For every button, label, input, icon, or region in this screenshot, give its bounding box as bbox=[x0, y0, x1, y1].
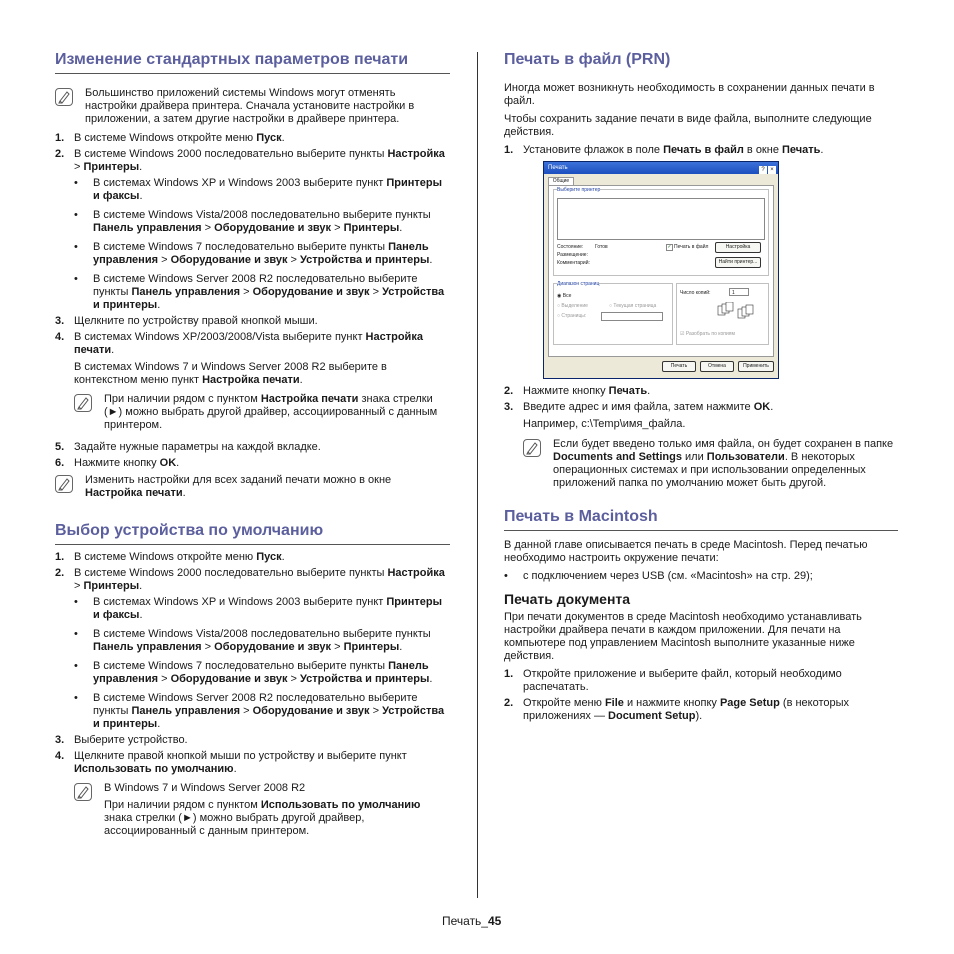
step bbox=[55, 734, 450, 747]
step bbox=[55, 132, 450, 145]
radio-selection[interactable]: ○ Выделение bbox=[557, 303, 588, 309]
note-text: знака стрелки (►) можно выбрать другой драйвер, ассоциированный с данным принтером. bbox=[104, 812, 365, 837]
note-bold: Настройка печати bbox=[260, 393, 359, 405]
bullet-text: > bbox=[158, 673, 171, 685]
step-bold: File bbox=[604, 697, 624, 709]
step bbox=[504, 668, 898, 694]
radio-all-label: Все bbox=[562, 293, 572, 299]
bullet-bold: Оборудование и звук bbox=[170, 254, 288, 266]
note-text: . В некоторых операционных системах и при использовании определенных приложений папка по умолчанию может быть другой. bbox=[553, 451, 866, 489]
left-column bbox=[55, 50, 450, 847]
bullet: • с подключением через USB (см. «Macintosh» на стр. 29); bbox=[504, 570, 898, 583]
apply-button[interactable]: Применить bbox=[738, 361, 774, 372]
bullet-text: > bbox=[240, 705, 253, 717]
step bbox=[55, 441, 450, 454]
bullet-text: > bbox=[158, 254, 171, 266]
close-icon[interactable]: × bbox=[768, 166, 776, 174]
step-text: Выберите устройство. bbox=[74, 734, 188, 746]
step-text: > bbox=[74, 161, 84, 173]
bullet-text: В системе Windows Vista/2008 последовательно выберите пункты bbox=[93, 209, 431, 221]
note bbox=[74, 393, 450, 432]
copies-label: Число копий: bbox=[680, 290, 711, 296]
step bbox=[504, 401, 898, 496]
step-number: 1. bbox=[504, 144, 514, 156]
step-text: (в некоторых приложениях — bbox=[523, 697, 850, 722]
dialog-titlebar bbox=[544, 162, 778, 174]
comment-label: Комментарий: bbox=[557, 260, 590, 266]
bullet-text: В системах Windows XP и Windows 2003 выберите пункт bbox=[93, 177, 387, 189]
step-bold: Настройка bbox=[387, 567, 445, 579]
step-text: . bbox=[820, 144, 824, 156]
step bbox=[55, 148, 450, 312]
step-text: Нажмите кнопку bbox=[74, 457, 160, 469]
note-text: При наличии рядом с пунктом bbox=[104, 393, 261, 405]
step-bold: Печать bbox=[782, 144, 821, 156]
radio-all[interactable]: ◉ Все bbox=[557, 293, 572, 299]
pages-input[interactable] bbox=[601, 312, 663, 321]
radio-current[interactable]: ○ Текущая страница bbox=[609, 303, 657, 309]
bullet: • В системе Windows Vista/2008 последовательно выберите пункты Панель управления > Оборудование и звук > Принтеры. bbox=[74, 628, 431, 653]
bullet-text: В системе Windows 7 последовательно выберите пункты bbox=[93, 241, 389, 253]
bullet-bold: Оборудование и звук bbox=[214, 222, 332, 234]
section-title-macintosh: Печать в Macintosh bbox=[504, 507, 898, 531]
step-number: 3. bbox=[55, 734, 65, 746]
step-number: 1. bbox=[55, 551, 65, 563]
bullet: • В системе Windows Vista/2008 последовательно выберите пункты Панель управления > Оборудование и звук > Принтеры. bbox=[74, 209, 431, 234]
state-value: Готов bbox=[595, 244, 608, 250]
right-column bbox=[504, 50, 898, 726]
bullet: • В системе Windows 7 последовательно выберите пункты Панель управления > Оборудование и звук > Устройства и принтеры. bbox=[74, 660, 433, 685]
print-to-file-checkbox[interactable]: ✓ bbox=[667, 244, 672, 250]
step-text: Задайте нужные параметры на каждой вкладке. bbox=[74, 441, 321, 453]
step bbox=[55, 551, 450, 564]
step-text: Откройте меню bbox=[523, 697, 605, 709]
bullet: • В системах Windows XP и Windows 2003 выберите пункт Принтеры и факсы. bbox=[74, 177, 443, 202]
dialog-panel bbox=[548, 185, 774, 357]
step bbox=[55, 331, 450, 438]
step-text: . bbox=[139, 580, 143, 592]
note-pencil-icon bbox=[74, 783, 92, 801]
step-text: . bbox=[281, 551, 285, 563]
copies-input[interactable]: 1 bbox=[729, 288, 749, 296]
step-bold: Настройка печати bbox=[202, 374, 300, 386]
step-text: . bbox=[770, 401, 774, 413]
note-bold: Пользователи bbox=[706, 451, 785, 463]
column-divider bbox=[477, 52, 478, 898]
note-bold: Настройка печати bbox=[85, 487, 183, 499]
step-bold: Использовать по умолчанию bbox=[74, 763, 234, 775]
bullet-text: В системе Windows 7 последовательно выберите пункты bbox=[93, 660, 389, 672]
bullet: • В системе Windows Server 2008 R2 последовательно выберите пункты Панель управления > Оборудование и звук > Устройства и принтеры. bbox=[74, 692, 445, 730]
bullet-text: . bbox=[399, 222, 403, 234]
step-number: 1. bbox=[504, 668, 514, 680]
bullet: • В системе Windows 7 последовательно выберите пункты Панель управления > Оборудование и звук > Устройства и принтеры. bbox=[74, 241, 433, 266]
step bbox=[504, 697, 898, 723]
note-pencil-icon bbox=[74, 394, 92, 412]
step bbox=[504, 385, 898, 398]
bullet-bold: Панель управления bbox=[93, 241, 429, 266]
step-bold: Печать в файл bbox=[663, 144, 744, 156]
bullet-text: > bbox=[287, 254, 301, 266]
step-number: 5. bbox=[55, 441, 65, 453]
bullet-text: . bbox=[157, 299, 161, 311]
find-printer-button[interactable]: Найти принтер... bbox=[715, 257, 761, 268]
step-text: . bbox=[233, 763, 237, 775]
help-icon[interactable]: ? bbox=[759, 166, 767, 174]
page-footer bbox=[442, 914, 501, 928]
step-bold: Пуск bbox=[256, 132, 282, 144]
cancel-button[interactable]: Отмена bbox=[700, 361, 734, 372]
bullet-text: > bbox=[240, 286, 253, 298]
step-text: . bbox=[111, 344, 115, 356]
step-text: Щелкните по устройству правой кнопкой мыши. bbox=[74, 315, 318, 327]
step-text: Нажмите кнопку bbox=[523, 385, 609, 397]
dialog-title: Печать bbox=[548, 165, 568, 171]
print-dialog bbox=[543, 161, 779, 379]
note-text: знака стрелки (►) можно выбрать другой драйвер, ассоциированный с данным принтером. bbox=[104, 393, 438, 431]
step-text: . bbox=[299, 374, 303, 386]
bullet-bold: Оборудование и звук bbox=[170, 673, 288, 685]
collate-pages-icon bbox=[716, 302, 764, 322]
note-text: При наличии рядом с пунктом bbox=[104, 799, 261, 811]
radio-pages-label: Страницы: bbox=[561, 313, 587, 319]
page-range-label: Диапазон страниц bbox=[557, 281, 600, 287]
step-text: В системе Windows откройте меню bbox=[74, 132, 257, 144]
bullet-bold: Панель управления bbox=[93, 222, 202, 234]
step-text: ). bbox=[695, 710, 703, 722]
page-number: 45 bbox=[487, 914, 502, 928]
bullet-text: . bbox=[139, 609, 143, 621]
radio-pages[interactable]: ○ Страницы: bbox=[557, 313, 587, 319]
bullet-bold: Устройства и принтеры bbox=[300, 673, 430, 685]
step-bold: Пуск bbox=[256, 551, 282, 563]
location-label: Размещение: bbox=[557, 252, 588, 258]
step-text: Установите флажок в поле bbox=[523, 144, 664, 156]
bullet-text: В системе Windows Server 2008 R2 последовательно выберите пункты bbox=[93, 273, 418, 298]
note-bold: Documents and Settings bbox=[553, 451, 682, 463]
step-text: . bbox=[647, 385, 651, 397]
bullet-text: . bbox=[157, 718, 161, 730]
step-text: и нажмите кнопку bbox=[623, 697, 720, 709]
printer-list[interactable] bbox=[557, 198, 765, 240]
bullet-bold: Принтеры и факсы bbox=[93, 177, 443, 202]
step-text: Например, c:\Temp\имя_файла. bbox=[523, 418, 686, 430]
step-bold: Принтеры bbox=[83, 161, 140, 173]
step-bold: Принтеры bbox=[83, 580, 140, 592]
note bbox=[74, 782, 450, 838]
bullet-text: > bbox=[369, 286, 383, 298]
note bbox=[55, 87, 450, 126]
step bbox=[55, 457, 450, 470]
bullet-text: . bbox=[139, 190, 143, 202]
bullet-bold: Панель управления bbox=[131, 286, 241, 298]
step-bold: Page Setup bbox=[719, 697, 780, 709]
step-text: . bbox=[176, 457, 180, 469]
note-bold: Использовать по умолчанию bbox=[260, 799, 421, 811]
bullet-bold: Панель управления bbox=[93, 660, 429, 685]
step-text: В системе Windows откройте меню bbox=[74, 551, 257, 563]
step-number: 4. bbox=[55, 750, 65, 762]
bullet-text: . bbox=[429, 673, 433, 685]
radio-selection-label: Выделение bbox=[561, 303, 588, 309]
bullet-bold: Устройства и принтеры bbox=[93, 705, 445, 730]
step-bold: Document Setup bbox=[608, 710, 696, 722]
bullet-text: > bbox=[201, 222, 215, 234]
note-text: Большинство приложений системы Windows могут отменять настройки драйвера принтера. Сначала установите настройки в приложении, а затем другие настройки в драйвере принтера. bbox=[85, 87, 415, 125]
bullet-text: > bbox=[331, 222, 344, 234]
collate-label: Разобрать по копиям bbox=[685, 331, 735, 337]
bullet-bold: Принтеры bbox=[343, 222, 400, 234]
step-text: . bbox=[281, 132, 285, 144]
tab-general[interactable]: Общие bbox=[548, 177, 574, 186]
note-text: . bbox=[182, 487, 186, 499]
print-to-file-label: Печать в файл bbox=[674, 244, 709, 250]
note bbox=[55, 474, 450, 500]
step-bold: Настройка печати bbox=[74, 331, 423, 356]
section-title-print-to-file: Печать в файл (PRN) bbox=[504, 51, 671, 68]
bullet-bold: Принтеры bbox=[343, 641, 400, 653]
step-number: 2. bbox=[55, 148, 65, 160]
section-title-default-print-settings: Изменение стандартных параметров печати bbox=[55, 50, 450, 74]
step-text: в окне bbox=[743, 144, 782, 156]
bullet-text: с подключением через USB (см. «Macintosh» на стр. 29); bbox=[523, 570, 813, 582]
step-text: > bbox=[74, 580, 84, 592]
select-printer-label: Выберите принтер bbox=[557, 187, 601, 193]
bullet-bold: Принтеры и факсы bbox=[93, 596, 443, 621]
bullet-bold: Оборудование и звук bbox=[214, 641, 332, 653]
note-pencil-icon bbox=[55, 88, 73, 106]
step bbox=[55, 567, 450, 731]
step bbox=[504, 144, 898, 157]
step-text: Щелкните правой кнопкой мыши по устройству и выберите пункт bbox=[74, 750, 407, 762]
step-number: 2. bbox=[55, 567, 65, 579]
note-pencil-icon bbox=[55, 475, 73, 493]
footer-label: Печать_ bbox=[442, 914, 488, 928]
bullet-text: В системе Windows Server 2008 R2 последовательно выберите пункты bbox=[93, 692, 418, 717]
step bbox=[55, 750, 450, 844]
state-label: Состояние: bbox=[557, 244, 584, 250]
note-pencil-icon bbox=[523, 439, 541, 457]
bullet-bold: Устройства и принтеры bbox=[300, 254, 430, 266]
bullet-text: . bbox=[429, 254, 433, 266]
radio-current-label: Текущая страница bbox=[613, 303, 657, 309]
subsection-title-print-document: Печать документа bbox=[504, 591, 631, 607]
paragraph: Иногда может возникнуть необходимость в сохранении данных печати в файл. bbox=[504, 82, 875, 107]
bullet-text: В системе Windows Vista/2008 последовательно выберите пункты bbox=[93, 628, 431, 640]
collate-checkbox[interactable]: ☑ Разобрать по копиям bbox=[680, 331, 735, 337]
step-number: 2. bbox=[504, 385, 514, 397]
bullet-text: > bbox=[369, 705, 383, 717]
step-text: Введите адрес и имя файла, затем нажмите bbox=[523, 401, 754, 413]
note-text: В Windows 7 и Windows Server 2008 R2 bbox=[104, 782, 306, 794]
step-bold: Печать bbox=[608, 385, 648, 397]
bullet-text: . bbox=[399, 641, 403, 653]
bullet-bold: Оборудование и звук bbox=[252, 705, 370, 717]
note bbox=[523, 438, 898, 490]
bullet-text: > bbox=[287, 673, 301, 685]
note-text: Если будет введено только имя файла, он будет сохранен в папке bbox=[553, 438, 894, 450]
step-text: В системе Windows 2000 последовательно выберите пункты bbox=[74, 567, 388, 579]
step-number: 3. bbox=[504, 401, 514, 413]
paragraph: В данной главе описывается печать в среде Macintosh. Перед печатью необходимо настроить окружение печати: bbox=[504, 539, 868, 564]
bullet-bold: Устройства и принтеры bbox=[93, 286, 445, 311]
step-number: 3. bbox=[55, 315, 65, 327]
note-text: или bbox=[681, 451, 707, 463]
bullet-text: > bbox=[201, 641, 215, 653]
note-text: Изменить настройки для всех заданий печати можно в окне bbox=[85, 474, 392, 486]
bullet-bold: Оборудование и звук bbox=[252, 286, 370, 298]
bullet-text: В системах Windows XP и Windows 2003 выберите пункт bbox=[93, 596, 387, 608]
bullet-bold: Панель управления bbox=[93, 641, 202, 653]
step-number: 1. bbox=[55, 132, 65, 144]
step-bold: OK bbox=[159, 457, 177, 469]
step-number: 6. bbox=[55, 457, 65, 469]
step-text: В системах Windows XP/2003/2008/Vista выберите пункт bbox=[74, 331, 366, 343]
step-text: В системе Windows 2000 последовательно выберите пункты bbox=[74, 148, 388, 160]
step-number: 2. bbox=[504, 697, 514, 709]
step-text: В системах Windows 7 и Windows Server 2008 R2 выберите в контекстном меню пункт bbox=[74, 361, 387, 386]
step-bold: OK bbox=[753, 401, 771, 413]
step-text: Откройте приложение и выберите файл, который необходимо распечатать. bbox=[523, 668, 842, 693]
bullet: • В системе Windows Server 2008 R2 последовательно выберите пункты Панель управления > Оборудование и звук > Устройства и принтеры. bbox=[74, 273, 445, 311]
paragraph: При печати документов в среде Macintosh необходимо устанавливать настройки драйвера печати в каждом приложении. Для печати на компьютере под управлением Macintosh выполните указанные ниже действия. bbox=[504, 611, 862, 662]
step bbox=[55, 315, 450, 328]
paragraph: Чтобы сохранить задание печати в виде файла, выполните следующие действия. bbox=[504, 113, 872, 138]
bullet-bold: Панель управления bbox=[131, 705, 241, 717]
print-button[interactable]: Печать bbox=[662, 361, 696, 372]
bullet-text: > bbox=[331, 641, 344, 653]
settings-button[interactable]: Настройка bbox=[715, 242, 761, 253]
step-bold: Настройка bbox=[387, 148, 445, 160]
step-number: 4. bbox=[55, 331, 65, 343]
bullet: • В системах Windows XP и Windows 2003 выберите пункт Принтеры и факсы. bbox=[74, 596, 443, 621]
section-title-default-device: Выбор устройства по умолчанию bbox=[55, 521, 450, 545]
step-text: . bbox=[139, 161, 143, 173]
